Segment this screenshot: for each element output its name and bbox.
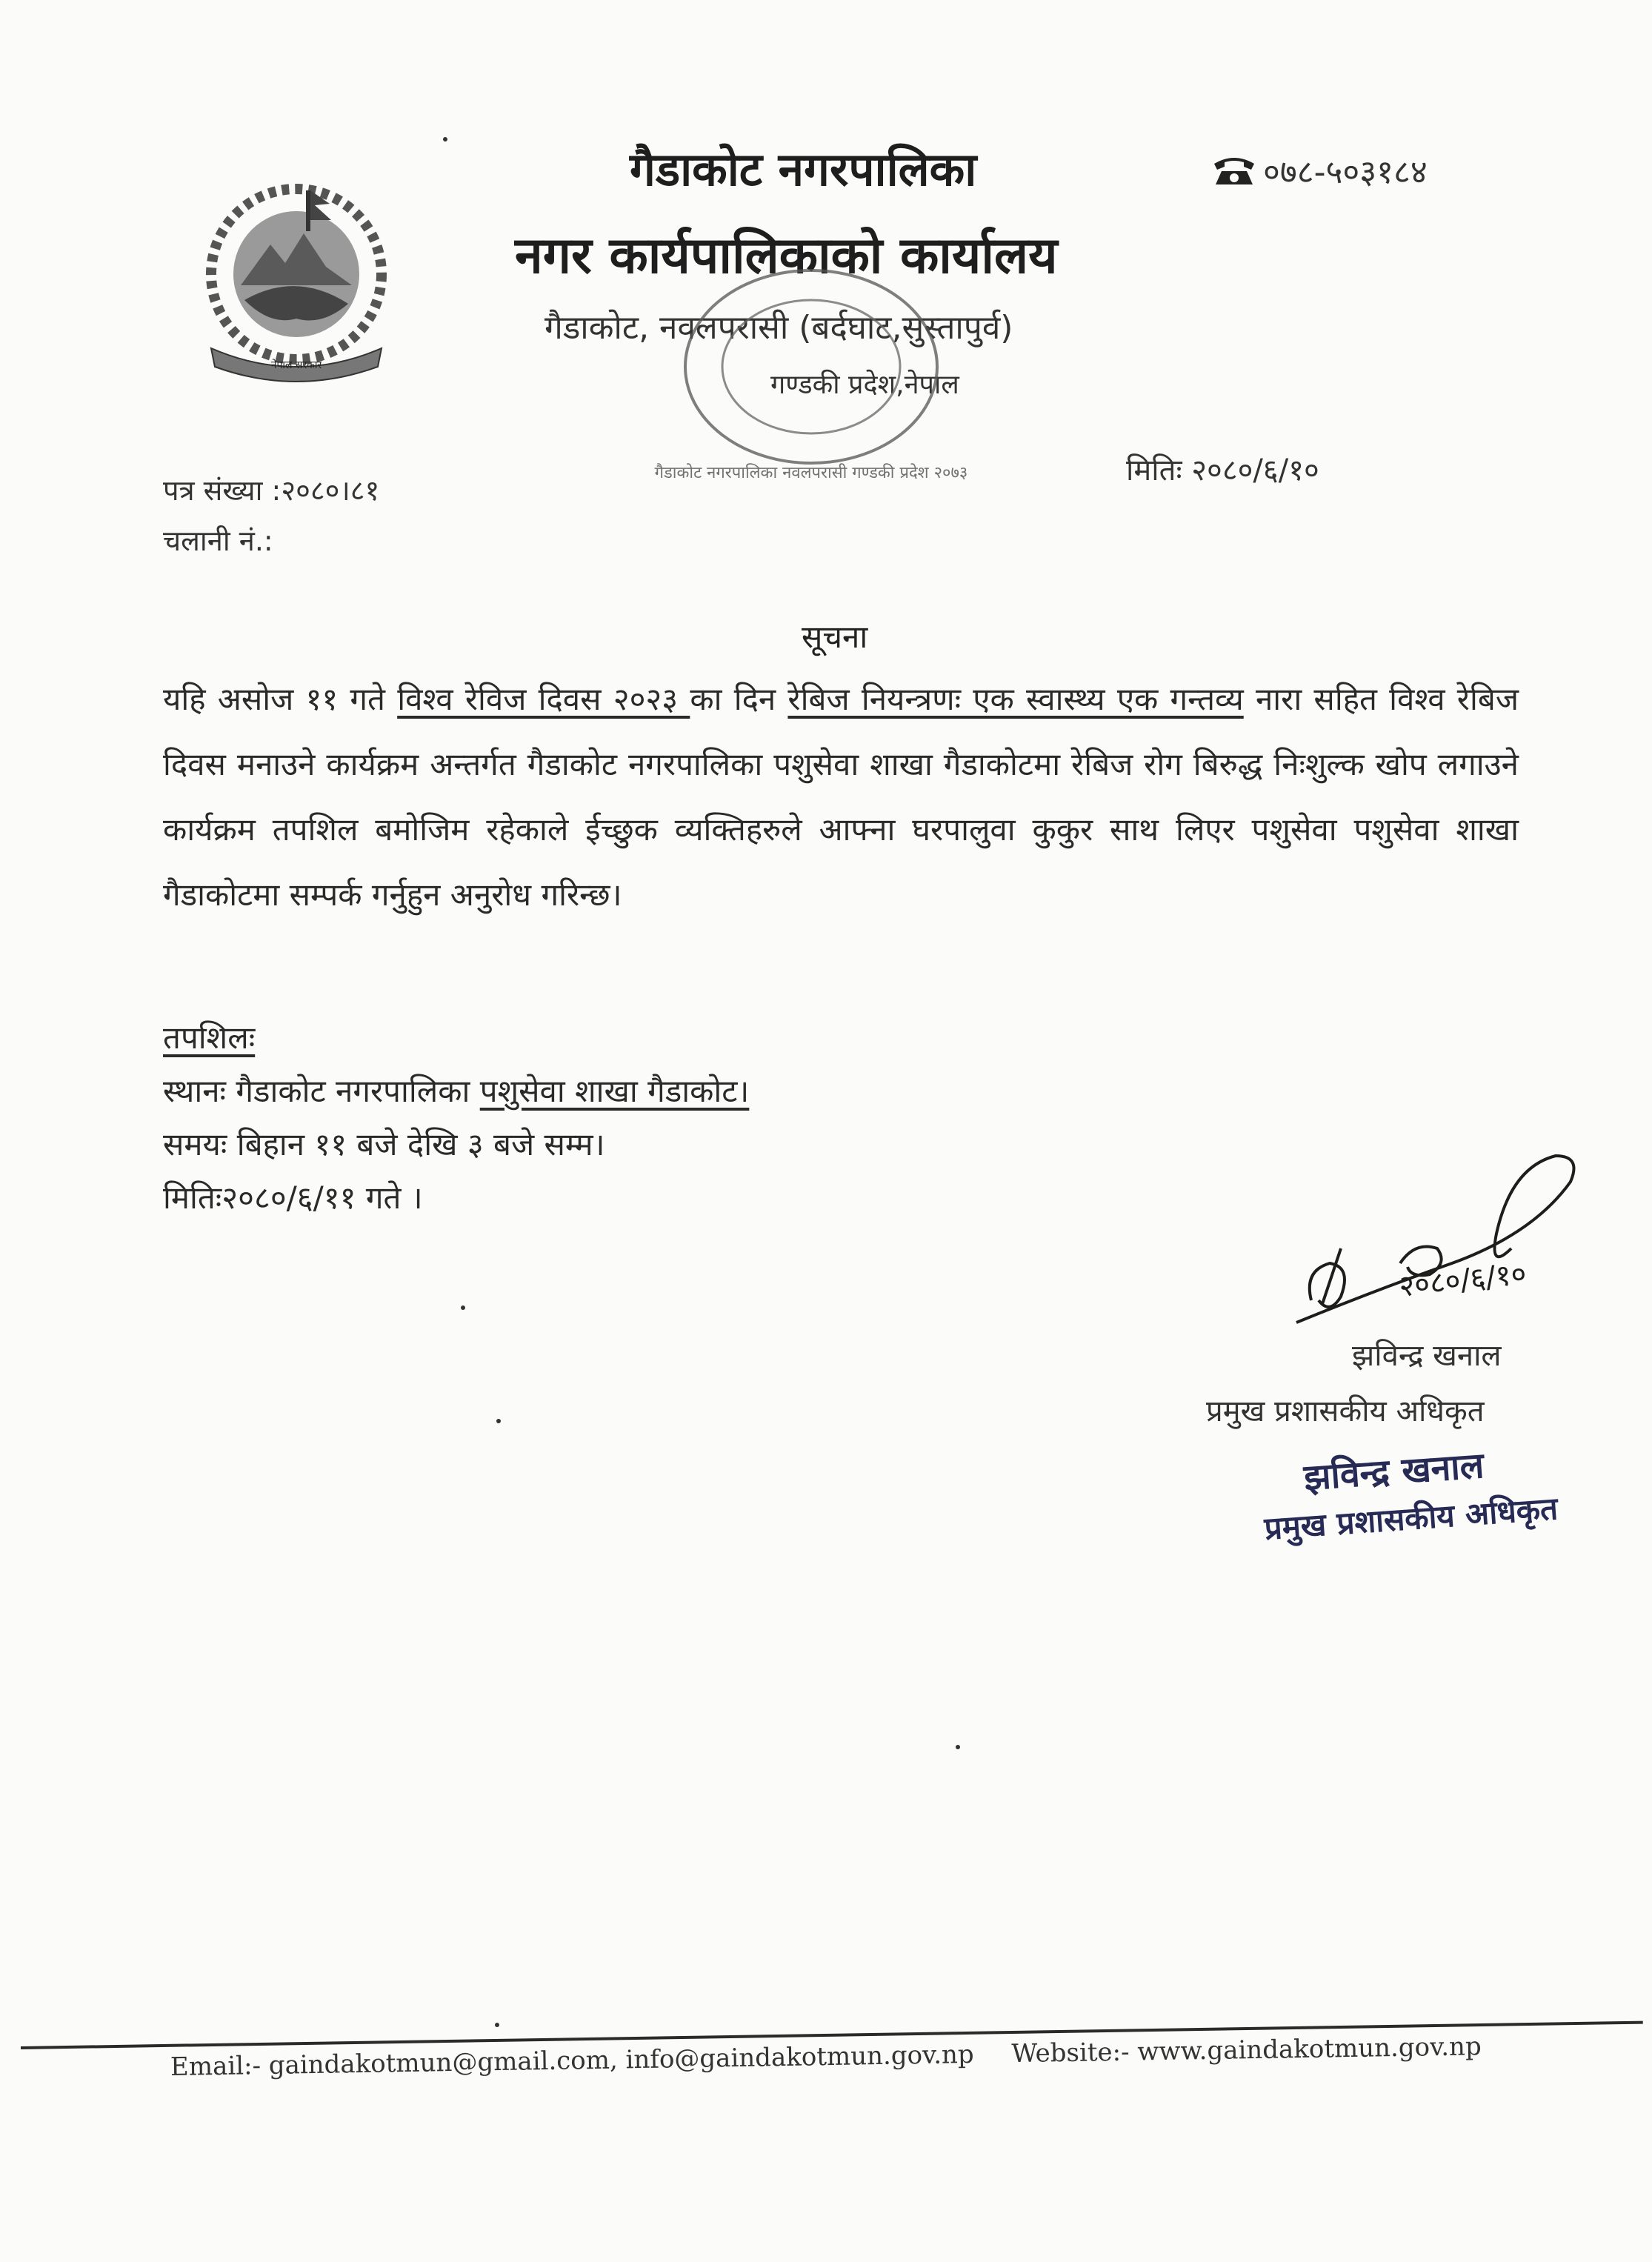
footer-website: Website:- www.gaindakotmun.gov.np (1011, 2032, 1482, 2069)
office-stamp-icon (654, 256, 968, 493)
details-date: मितिः२०८०/६/११ गते । (163, 1180, 423, 1216)
dispatch-number: चलानी नं.: (163, 525, 273, 557)
seal-name: झविन्द्र खनाल (1302, 1444, 1485, 1499)
svg-text:नेपाल सरकार: नेपाल सरकार (270, 359, 322, 371)
notice-subject: सूचना (802, 619, 868, 655)
event-slogan: रेबिज नियन्त्रणः एक स्वास्थ्य एक गन्तव्य (787, 681, 1244, 717)
organization-name: गैडाकोट नगरपालिका (630, 142, 977, 196)
event-name: विश्व रेविज दिवस २०२३ (397, 681, 690, 717)
details-heading: तपशिलः (163, 1019, 256, 1056)
phone-number (1211, 148, 1428, 193)
speck (443, 137, 447, 142)
handwritten-signature (1289, 1137, 1600, 1345)
speck (496, 1419, 501, 1423)
phone-value: ०७८-५०३१८४ (1263, 153, 1428, 191)
footer-email: Email:- gaindakotmun@gmail.com, info@gaindakotmun.gov.np (170, 2039, 974, 2082)
notice-body: यहि असोज ११ गते विश्व रेविज दिवस २०२३ का दिन रेबिज नियन्त्रणः एक स्वास्थ्य एक गन्तव्य नारा सहित विश्व रेबिज दिवस मनाउने कार्यक्रम अन्तर्गत गैडाकोट नगरपालिका पशुसेवा शाखा गैडाकोटमा रेबिज रोग बिरुद्ध निःशुल्क खोप लगाउने कार्यक्रम तपशिल बमोजिम रहेकाले ईच्छुक व्यक्तिहरुले आफ्ना घरपालुवा कुकुर साथ लिएर पशुसेवा पशुसेवा शाखा गैडाकोटमा सम्पर्क गर्नुहुन अनुरोध गरिन्छ। (163, 681, 1519, 913)
office-province: गण्डकी प्रदेश,नेपाल (770, 370, 959, 400)
speck (461, 1305, 465, 1310)
details-place: स्थानः गैडाकोट नगरपालिका पशुसेवा शाखा गैडाकोट। (163, 1073, 750, 1109)
seal-title: प्रमुख प्रशासकीय अधिकृत (1263, 1490, 1559, 1547)
speck (956, 1745, 960, 1749)
details-time: समयः बिहान ११ बजे देखि ३ बजे सम्म। (163, 1126, 605, 1162)
signatory-name: झविन्द्र खनाल (1352, 1339, 1502, 1373)
speck (495, 2023, 499, 2027)
svg-text:गैडाकोट नगरपालिका नवलपरासी गण्: गैडाकोट नगरपालिका नवलपरासी गण्डकी प्रदेश २०७३ (654, 464, 968, 482)
letter-date: मितिः २०८०/६/१० (1126, 453, 1319, 488)
telephone-icon (1211, 153, 1257, 187)
signatory-title: प्रमुख प्रशासकीय अधिकृत (1206, 1394, 1485, 1428)
office-address: गैडाकोट, नवलपरासी (बर्दघाट,सुस्तापुर्व) (544, 309, 1013, 347)
footer-contact (170, 2032, 1511, 2082)
details-place-value: पशुसेवा शाखा गैडाकोट। (479, 1073, 750, 1109)
details-section (163, 1011, 749, 1225)
signatory-seal (1259, 1435, 1559, 1549)
reference-number: पत्र संख्या :२०८०।८१ (163, 474, 380, 507)
svg-text:२०८०/६/१०: २०८०/६/१० (1397, 1257, 1528, 1304)
office-name: नगर कार्यपालिकाको कार्यालय (515, 227, 1058, 285)
nepal-emblem-icon (174, 174, 419, 393)
